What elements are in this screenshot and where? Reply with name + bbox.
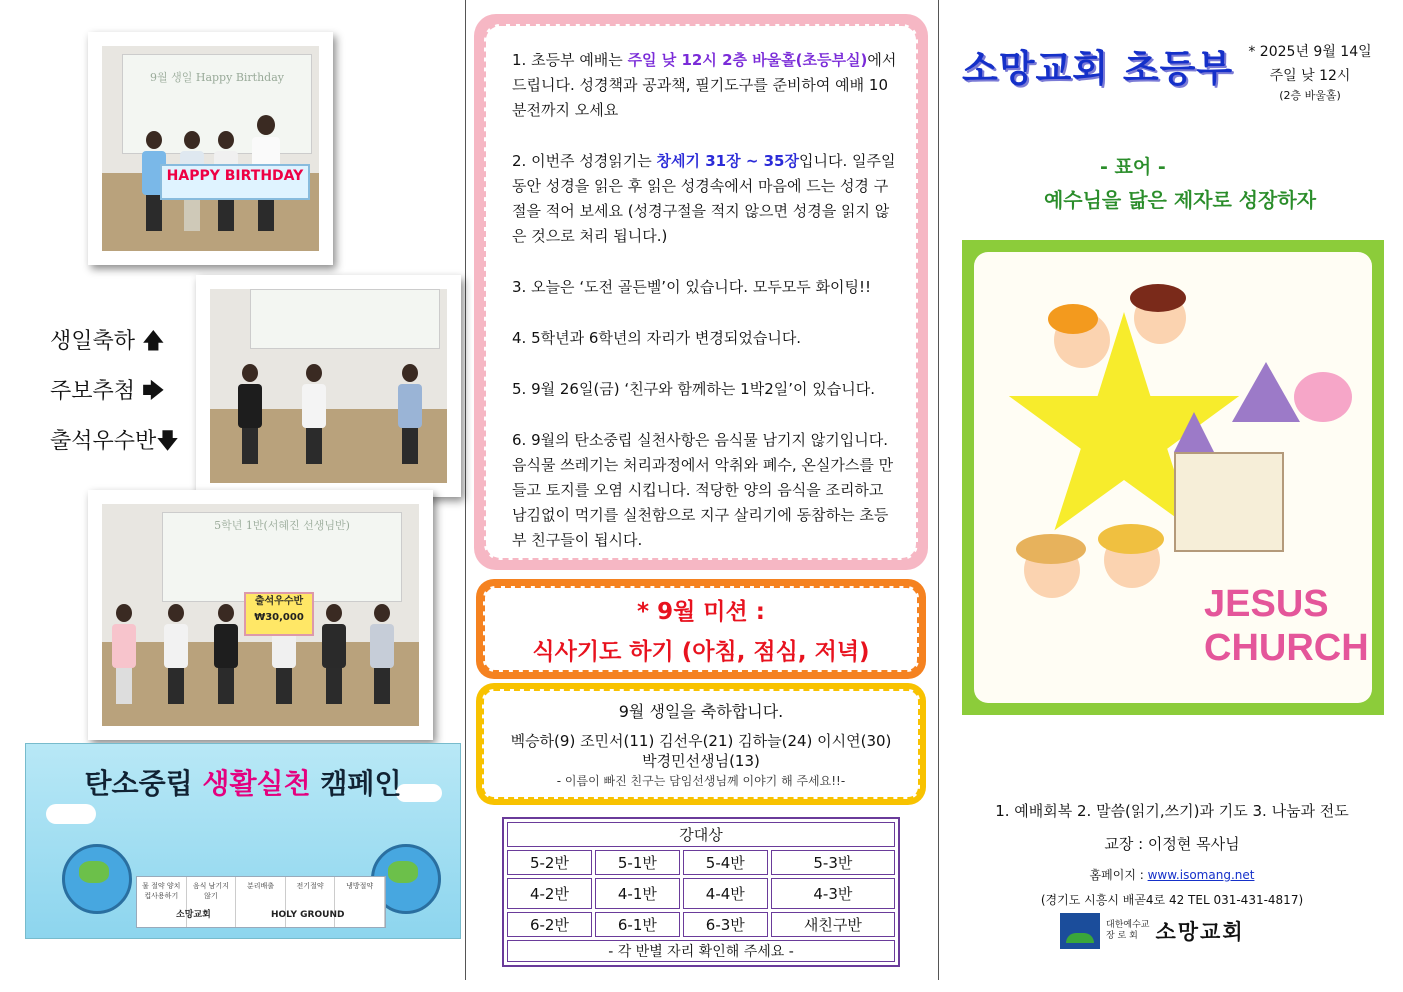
seat-cell: 4-1반 [595,878,680,909]
seat-cell: 6-3반 [683,912,768,937]
service-time: 주일 낮 12시 [1269,68,1351,84]
seat-cell: 6-2반 [507,912,592,937]
mission-text: 식사기도 하기 (아침, 점심, 저녁) [532,639,870,665]
service-place: (2층 바울홀) [1279,89,1341,102]
principal-name: 교장 : 이정현 목사님 [1104,835,1240,853]
earth-icon [62,844,132,914]
caption-attendance: 출석우수반🡇 [50,429,179,454]
caption-birthday: 생일축하 🡅 [50,329,165,354]
mission-heading: * 9월 미션 : [637,599,765,625]
happy-birthday-banner: HAPPY BIRTHDAY [160,164,310,200]
campaign-action: 냉방절약 [335,877,385,927]
service-date: * 2025년 9월 14일 [1248,44,1372,60]
attendance-award-label: 출석우수반 [254,596,304,607]
birthday-photo [88,32,333,265]
birthday-names: 벡승하(9) 조민서(11) 김선우(21) 김하늘(24) 이시연(30) [510,732,892,750]
homepage-link[interactable]: www.isomang.net [1147,868,1255,882]
church-address: (경기도 시흥시 배곧4로 42 TEL 031-431-4817) [1040,893,1304,907]
birthday-box [476,683,926,805]
logo-denomination-sub: 장 로 회 [1106,931,1138,941]
church-logo-icon [1060,913,1100,949]
bulletin-draw-photo [196,275,461,497]
seat-cell: 5-3반 [771,850,895,875]
seat-cell: 새친구반 [771,912,895,937]
birthday-screen-text: 9월 생일 Happy Birthday [150,71,284,84]
attendance-award-sign [244,592,314,636]
notice-item-4: 4. 5학년과 6학년의 자리가 변경되었습니다. [512,329,802,347]
service-date-block [1230,40,1390,104]
notice-item-6: 6. 9월의 탄소중립 실천사항은 음식물 남기지 않기입니다. 음식물 쓰레기는 처리과정에서 악취와 폐수, 온실가스를 만들고 토지를 오염 시킵니다. 적당한 양의 음식을 조리하고 남김없이 먹기를 실천함으로 지구 살리기에 동참하는 초등부 친구들이 됩시다. [512,431,894,549]
seat-cell: 5-2반 [507,850,592,875]
smiling-cloud-icon [1294,372,1352,422]
birthday-title: 9월 생일을 축하합니다. [618,702,784,721]
seat-cell: 4-2반 [507,878,592,909]
seating-header: 강대상 [507,822,895,847]
campaign-actions [136,876,386,928]
caption-bulletin-draw: 주보추첨 🡆 [50,379,165,404]
column-divider-right [938,0,939,980]
birthday-note: - 이름이 빠진 친구는 담임선생님께 이야기 해 주세요!!- [556,774,846,788]
ministry-goals: 1. 예배회복 2. 말씀(읽기,쓰기)과 기도 3. 나눔과 전도 [995,802,1349,820]
jesus-church-text: JESUS CHURCH [1204,583,1369,669]
column-divider-left [465,0,466,980]
campaign-action: 전기절약 [286,877,336,927]
seat-cell: 5-4반 [683,850,768,875]
seat-cell: 4-4반 [683,878,768,909]
seat-cell: 6-1반 [595,912,680,937]
mission-box [476,579,926,679]
notice-item-5: 5. 9월 26일(금) ‘친구와 함께하는 1박2일’이 있습니다. [512,380,875,398]
seat-cell: 4-3반 [771,878,895,909]
campaign-footer-church: 소망교회 [176,910,211,920]
seating-chart [502,817,900,967]
birthday-teacher: 박경민선생님(13) [642,752,760,770]
logo-denomination: 대한예수교 [1106,920,1150,930]
campaign-action: 분리배출 [236,877,286,927]
church-logo [1060,913,1245,949]
homepage-line: 홈페이지 : www.isomang.net [1089,868,1255,882]
page-title: 소망교회 초등부 [962,47,1234,90]
campaign-action: 음식 남기지 않기 [187,877,237,927]
carbon-neutral-campaign-banner [25,743,461,939]
motto-label: - 표어 - [1100,156,1166,178]
photo-captions [50,325,179,475]
attendance-screen-text: 5학년 1반(서혜진 선생님반) [214,519,350,532]
seating-footer: - 각 반별 자리 확인해 주세요 - [507,940,895,962]
campaign-action: 물 절약 양치컵사용하기 [137,877,187,927]
logo-church-name: 소망교회 [1155,920,1245,944]
attendance-award-amount: ₩30,000 [254,612,304,623]
seat-cell: 5-1반 [595,850,680,875]
notice-item-3: 3. 오늘은 ‘도전 골든벨’이 있습니다. 모두모두 화이팅!! [512,278,872,296]
jesus-church-illustration [962,240,1384,715]
notices-box [474,14,928,570]
notice-item-2: 2. 이번주 성경읽기는 창세기 31장 ~ 35장입니다. 일주일 동안 성경을 읽은 후 읽은 성경속에서 마음에 드는 성경 구절을 적어 보세요 (성경구절을 적지 않으면 성경을 읽지 않은 것으로 처리 됩니다.) [512,152,896,245]
campaign-footer-holy-ground: HOLY GROUND [271,910,345,920]
attendance-photo [88,490,433,740]
campaign-title: 탄소중립 생활실천 캠페인 [84,767,402,800]
motto-text: 예수님을 닮은 제자로 성장하자 [1043,188,1317,212]
notice-item-1: 1. 초등부 예배는 주일 낮 12시 2층 바울홀(초등부실)에서 드립니다. 성경책과 공과책, 필기도구를 준비하여 예배 10분전까지 오세요 [512,51,897,119]
